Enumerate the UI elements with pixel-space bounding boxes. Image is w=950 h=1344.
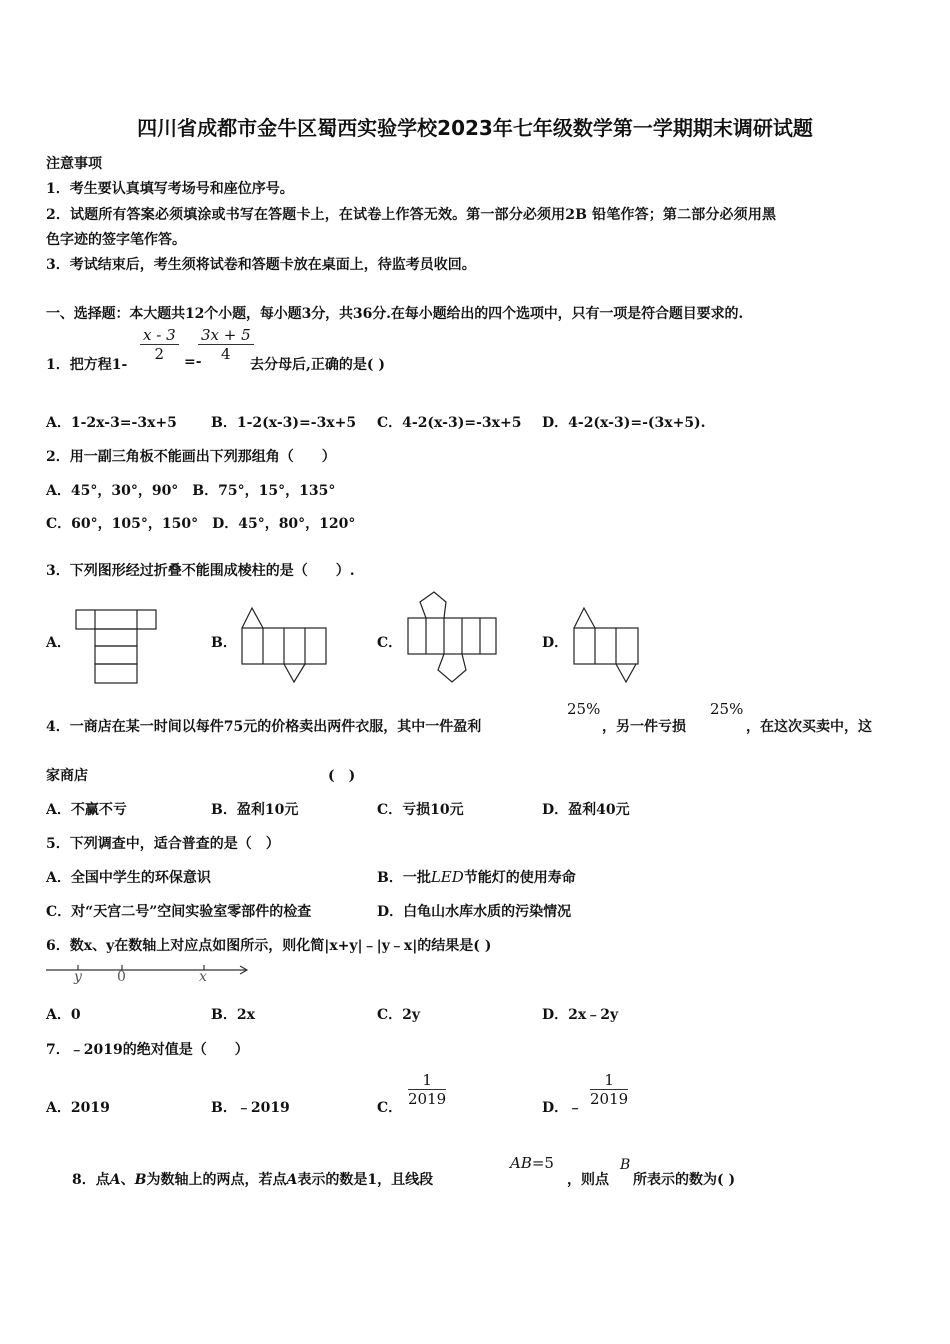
q4-profit-percent: 25% (567, 700, 601, 718)
q8-text: 8．点 (72, 1172, 110, 1188)
q8-text: 表示的数是1，且线段 (297, 1172, 434, 1188)
q8-text: ，则点 (567, 1172, 609, 1188)
q6-option-d[interactable]: D．2x﹣2y (542, 1007, 619, 1023)
q8-text: 所表示的数为( ) (633, 1172, 736, 1188)
q7-option-c-fraction (408, 1071, 446, 1108)
q3-figure-a (74, 608, 158, 686)
q6-axis-label-y: y (74, 969, 82, 985)
q6-option-a[interactable]: A．0 (46, 1007, 81, 1023)
q4-stem-part-2: ，另一件亏损 (602, 719, 686, 735)
q7-option-d-fraction (590, 1071, 628, 1108)
q6-option-c[interactable]: C．2y (377, 1007, 421, 1023)
q5-option-b-prefix: B．一批 (377, 870, 431, 886)
q3-stem: 3．下列图形经过折叠不能围成棱柱的是（ ）. (46, 563, 355, 579)
page-title: 四川省成都市金牛区蜀西实验学校2023年七年级数学第一学期期末调研试题 (137, 116, 813, 140)
q1-fraction-2 (198, 326, 254, 363)
q8-point-b: B (134, 1172, 147, 1188)
q6-option-b[interactable]: B．2x (211, 1007, 255, 1023)
q3-figure-b (240, 606, 330, 686)
q8-segment-formula (510, 1154, 554, 1172)
q5-stem: 5．下列调查中，适合普查的是（ ） (46, 836, 280, 852)
q1-mid: =- (184, 354, 202, 370)
q1-option-d[interactable]: D．4-2(x-3)=-(3x+5). (542, 415, 706, 431)
q8-text: 为数轴上的两点，若点 (146, 1172, 287, 1188)
q5-option-b[interactable] (377, 867, 576, 887)
q7-c-numerator: 1 (408, 1071, 446, 1090)
q4-answer-bracket: ( ) (328, 768, 356, 784)
q1-suffix: 去分母后,正确的是( ) (250, 357, 385, 373)
q8-point-b-label: B (620, 1157, 631, 1173)
q3-option-b[interactable]: B． (211, 635, 237, 651)
q5-option-a[interactable]: A．全国中学生的环保意识 (46, 870, 211, 886)
q3-option-a[interactable]: A． (46, 635, 71, 651)
q8-text: 、 (120, 1172, 135, 1188)
q8-point-a: A (286, 1172, 298, 1188)
q4-option-d[interactable]: D．盈利40元 (542, 802, 630, 818)
q7-option-b[interactable]: B．﹣2019 (211, 1100, 290, 1116)
q4-option-b[interactable]: B．盈利10元 (211, 802, 299, 818)
q4-stem-part-1: 4．一商店在某一时间以每件75元的价格卖出两件衣服，其中一件盈利 (46, 719, 482, 735)
q4-option-a[interactable]: A．不赢不亏 (46, 802, 127, 818)
notice-item: 2．试题所有答案必须填涂或书写在答题卡上，在试卷上作答无效。第一部分必须用2B 铅笔作答；第二部分必须用黑 (46, 207, 777, 223)
q2-options-line-1[interactable]: A．45°，30°，90° B．75°，15°，135° (46, 483, 336, 499)
q1-frac1-denominator: 2 (154, 345, 165, 363)
q1-option-c[interactable]: C．4-2(x-3)=-3x+5 (377, 415, 522, 431)
q6-stem: 6．数x、y在数轴上对应点如图所示，则化简|x+y|﹣|y﹣x|的结果是( ) (46, 938, 492, 954)
q8-point-a: A (109, 1172, 121, 1188)
q7-option-a[interactable]: A．2019 (46, 1100, 110, 1116)
q8-segment-eq: =5 (531, 1154, 554, 1172)
q1-prefix: 1．把方程1- (46, 357, 128, 373)
q8-stem (72, 1169, 433, 1189)
q2-stem: 2．用一副三角板不能画出下列那组角（ ） (46, 449, 336, 465)
q2-options-line-2[interactable]: C．60°，105°，150° D．45°，80°，120° (46, 516, 356, 532)
q7-option-c[interactable]: C． (377, 1100, 403, 1116)
notice-item: 3．考试结束后，考生须将试卷和答题卡放在桌面上，待监考员收回。 (46, 257, 476, 273)
q7-stem: 7．﹣2019的绝对值是（ ） (46, 1042, 249, 1058)
q4-option-c[interactable]: C．亏损10元 (377, 802, 464, 818)
q1-option-a[interactable]: A．1-2x-3=-3x+5 (46, 415, 177, 431)
q4-loss-percent: 25% (710, 700, 744, 718)
q4-stem-line-2: 家商店 (46, 768, 88, 784)
q4-stem-part-3: ，在这次买卖中，这 (746, 719, 872, 735)
notice-heading: 注意事项 (46, 156, 102, 172)
q5-option-b-suffix: 节能灯的使用寿命 (463, 870, 576, 886)
q1-option-b[interactable]: B．1-2(x-3)=-3x+5 (211, 415, 357, 431)
q1-frac2-denominator: 4 (221, 345, 231, 363)
q3-option-d[interactable]: D． (542, 635, 569, 651)
section-heading: 一、选择题：本大题共12个小题，每小题3分，共36分.在每小题给出的四个选项中，只有一项是符合题目要求的. (46, 306, 744, 322)
q8-segment-ab: AB (510, 1154, 532, 1172)
q6-axis-label-x: x (199, 969, 207, 985)
q3-figure-c (406, 590, 498, 686)
q5-option-c[interactable]: C．对“天宫二号”空间实验室零部件的检查 (46, 904, 312, 920)
q3-figure-d (572, 606, 642, 686)
q5-option-d[interactable]: D．白龟山水库水质的污染情况 (377, 904, 572, 920)
q6-axis-label-0: 0 (117, 969, 126, 985)
q3-option-c[interactable]: C． (377, 635, 403, 651)
q7-d-numerator: 1 (590, 1071, 628, 1090)
q1-fraction-1 (140, 326, 179, 363)
q5-option-b-led: LED (430, 868, 464, 886)
q7-option-d[interactable]: D．﹣ (542, 1100, 583, 1116)
notice-item: 色字迹的签字笔作答。 (46, 232, 186, 248)
notice-item: 1．考生要认真填写考场号和座位序号。 (46, 181, 294, 197)
q1-frac2-numerator: 3x + 5 (198, 326, 254, 345)
q7-c-denominator: 2019 (408, 1090, 447, 1108)
q7-d-denominator: 2019 (590, 1090, 629, 1108)
q1-frac1-numerator: x - 3 (140, 326, 179, 345)
